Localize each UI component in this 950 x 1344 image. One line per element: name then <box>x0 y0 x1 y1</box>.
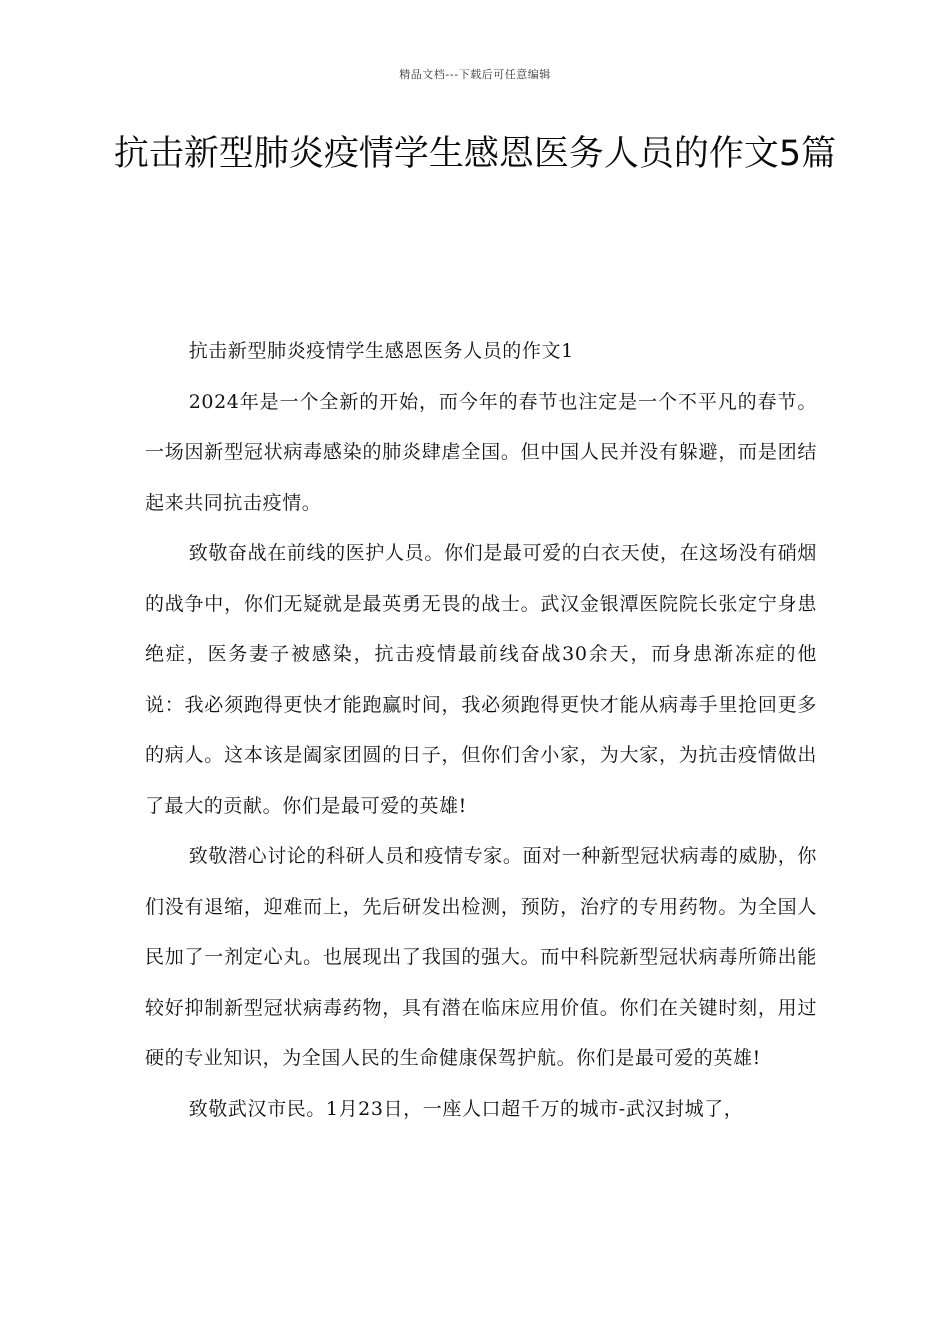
paragraph: 致敬武汉市民。1月23日，一座人口超千万的城市-武汉封城了， <box>188 1097 744 1120</box>
section-heading: 抗击新型肺炎疫情学生感恩医务人员的作文1 <box>188 340 574 362</box>
header-note: 精品文档---下载后可任意编辑 <box>399 68 551 81</box>
paragraph: 致敬潜心讨论的科研人员和疫情专家。面对一种新型冠状病毒的威胁，你们没有退缩，迎难而上，先后研发出检测，预防，治疗的专用药物。为全国人民加了一剂定心丸。也展现出了我国的强大。而中科院新型冠状病毒所筛出能较好抑制新型冠状病毒药物，具有潜在临床应用价值。你们在关键时刻，用过硬的专业知识，为全国人民的生命健康保驾护航。你们是最可爱的英雄! <box>145 845 817 1069</box>
document-title: 抗击新型肺炎疫情学生感恩医务人员的作文5篇 <box>113 134 837 174</box>
paragraph: 致敬奋战在前线的医护人员。你们是最可爱的白衣天使，在这场没有硝烟的战争中，你们无疑就是最英勇无畏的战士。武汉金银潭医院院长张定宁身患绝症，医务妻子被感染，抗击疫情最前线奋战30余天，而身患渐冻症的他说：我必须跑得更快才能跑赢时间，我必须跑得更快才能从病毒手里抢回更多的病人。这本该是阖家团圆的日子，但你们舍小家，为大家，为抗击疫情做出了最大的贡献。你们是最可爱的英雄! <box>145 542 817 817</box>
document-body <box>145 326 817 1134</box>
paragraph: 2024年是一个全新的开始，而今年的春节也注定是一个不平凡的春节。一场因新型冠状病毒感染的肺炎肆虐全国。但中国人民并没有躲避，而是团结起来共同抗击疫情。 <box>145 390 817 514</box>
